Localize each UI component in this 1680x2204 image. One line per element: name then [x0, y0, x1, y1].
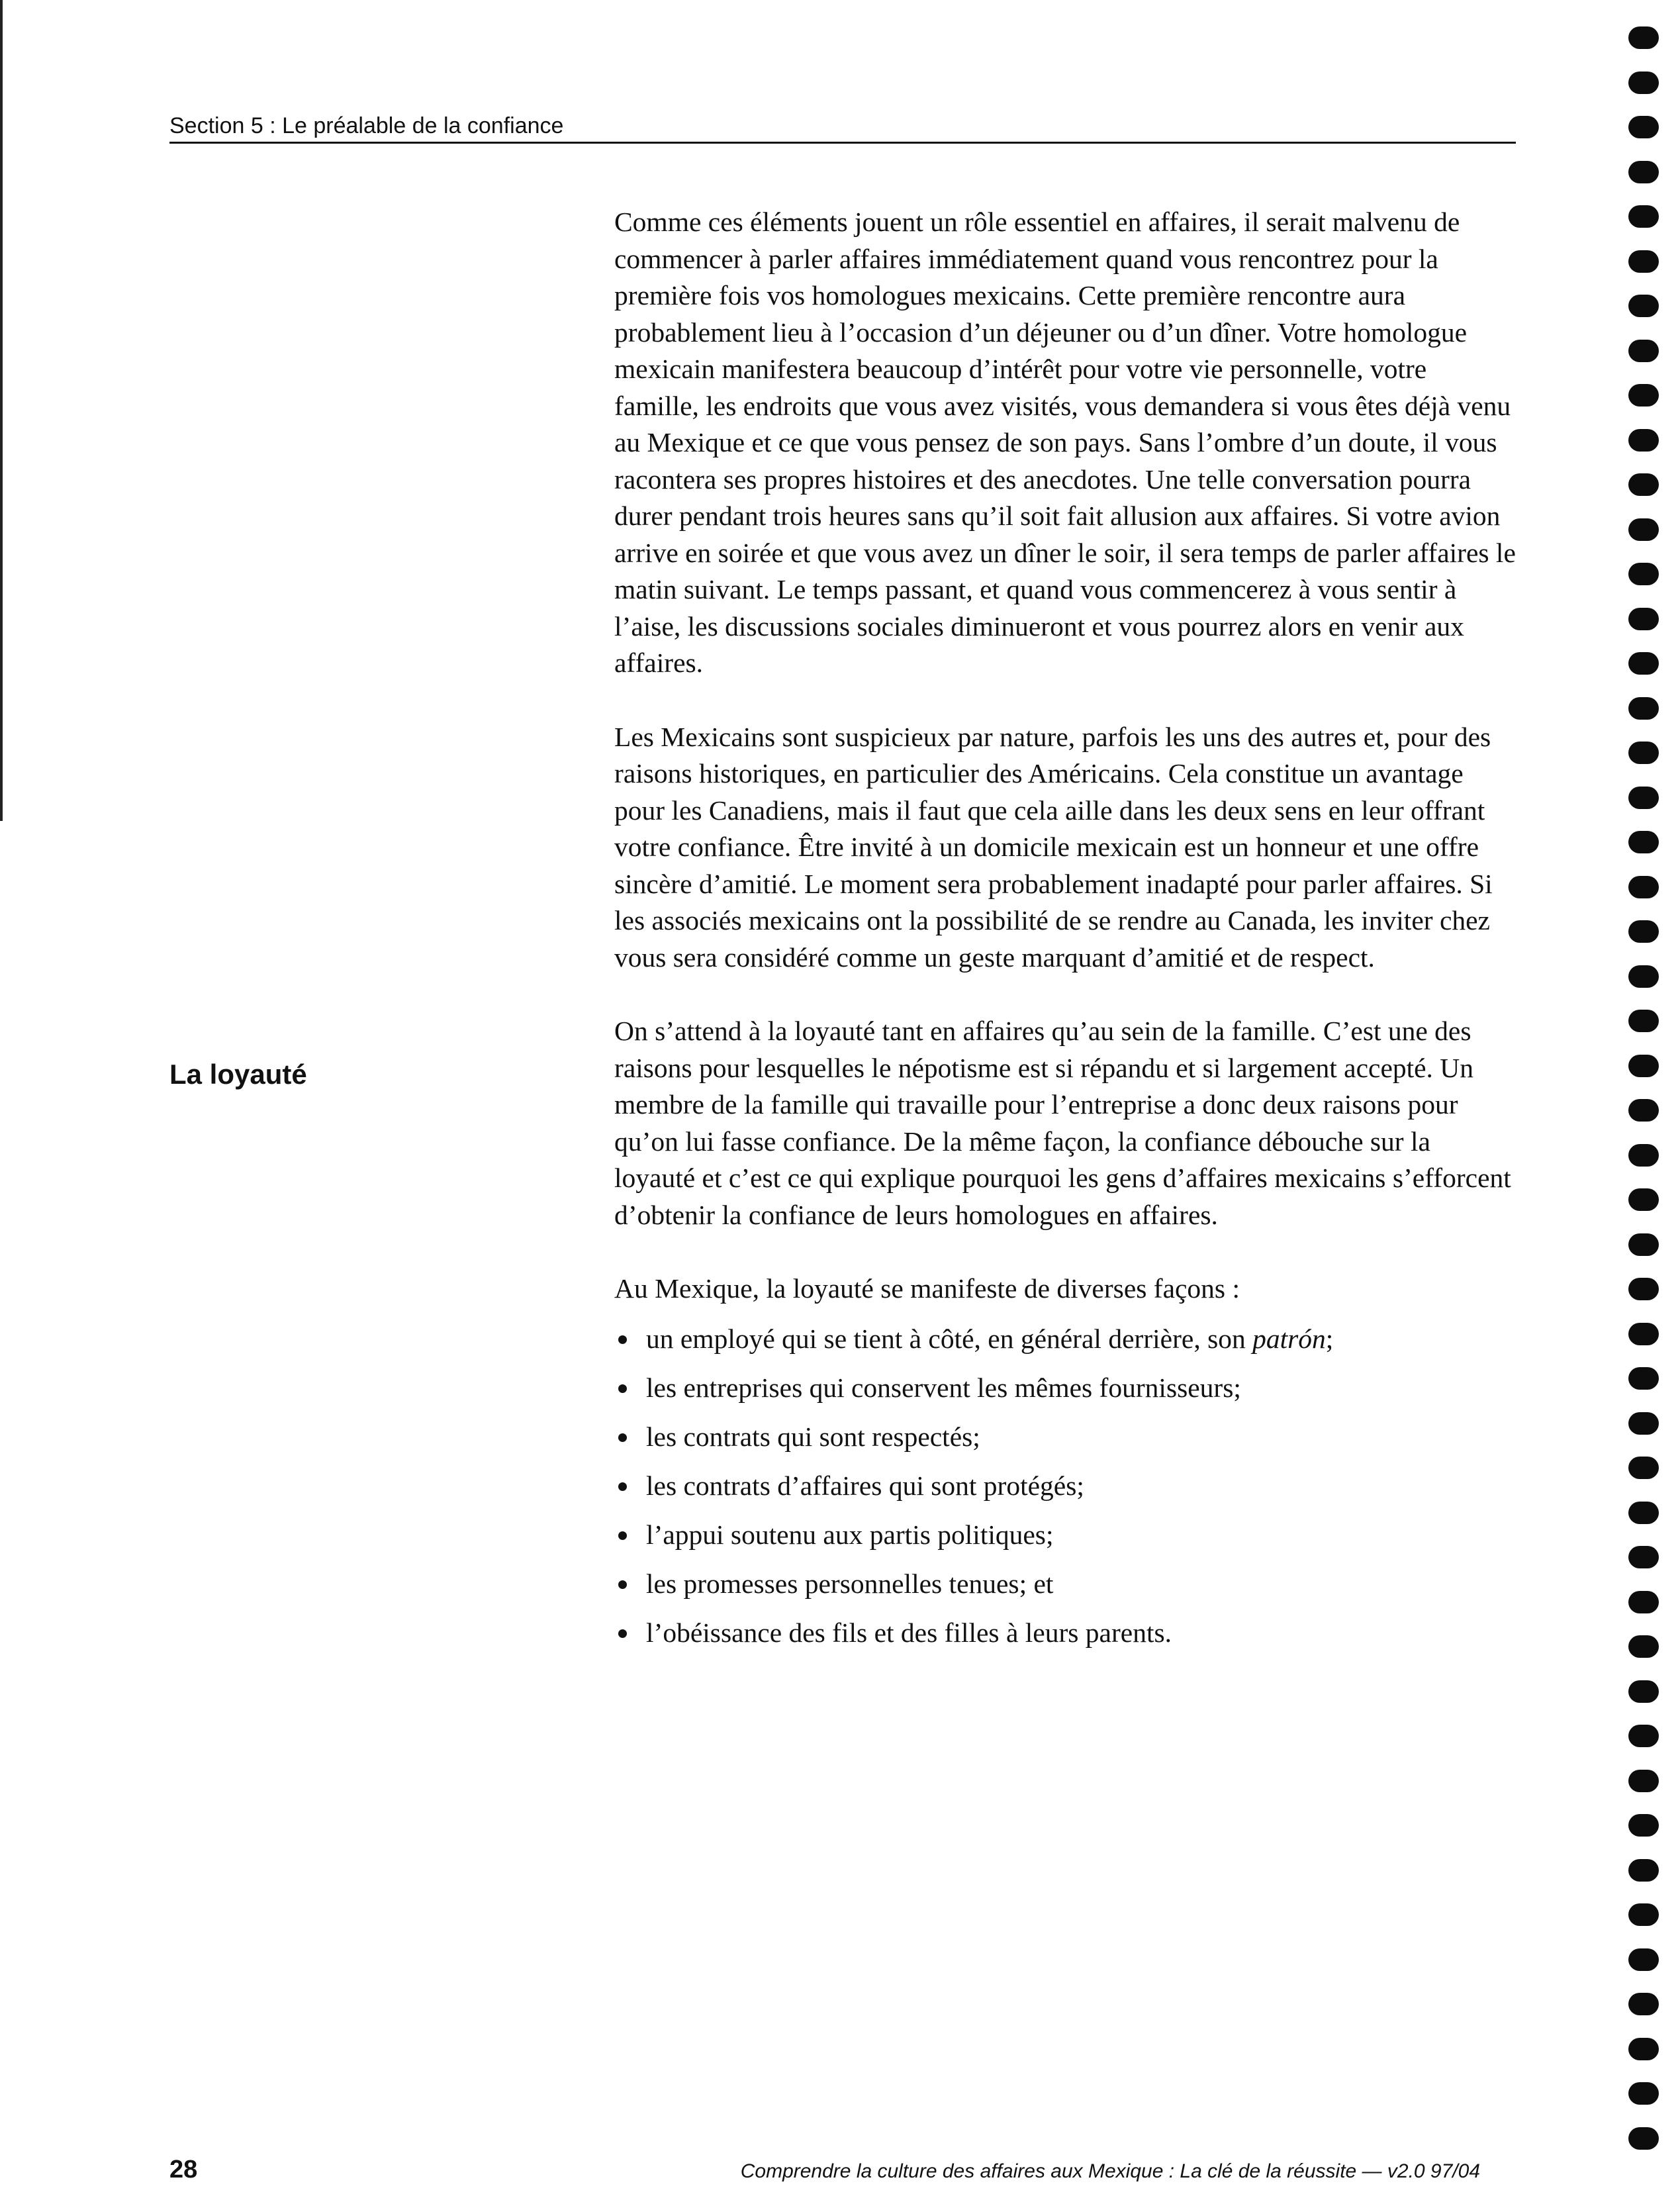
binding-hole-icon: [1628, 787, 1659, 809]
binding-hole-icon: [1628, 1412, 1659, 1435]
list-item: [614, 1517, 1516, 1554]
binding-hole-icon: [1628, 161, 1659, 183]
body-text: [614, 204, 1516, 1664]
binding-hole-icon: [1628, 920, 1659, 943]
bullet-icon: [618, 1531, 627, 1540]
list-item: [614, 1370, 1516, 1407]
binding-hole-icon: [1628, 1814, 1659, 1837]
binding-hole-icon: [1628, 608, 1659, 630]
binding-hole-icon: [1628, 2082, 1659, 2105]
list-item: [614, 1419, 1516, 1456]
list-item-text: les contrats d’affaires qui sont protégés;: [646, 1470, 1084, 1501]
bullet-icon: [618, 1629, 627, 1638]
list-item: [614, 1615, 1516, 1652]
binding-hole-icon: [1628, 295, 1659, 317]
list-item-italic: patrón: [1252, 1323, 1326, 1354]
binding-hole-icon: [1628, 2127, 1659, 2150]
side-heading-loyalty: La loyauté: [169, 1059, 307, 1090]
list-item-text: l’appui soutenu aux partis politiques;: [646, 1519, 1054, 1550]
binding-hole-icon: [1628, 1770, 1659, 1792]
binding-hole-icon: [1628, 1457, 1659, 1479]
bullet-icon: [618, 1384, 627, 1393]
binding-hole-icon: [1628, 1725, 1659, 1747]
binding-hole-icon: [1628, 1278, 1659, 1300]
binding-hole-icon: [1628, 1367, 1659, 1390]
binding-hole-icon: [1628, 1144, 1659, 1167]
binding-hole-icon: [1628, 72, 1659, 94]
bullet-icon: [618, 1580, 627, 1589]
paragraph: On s’attend à la loyauté tant en affaires qu’au sein de la famille. C’est une des raisons pour lesquelles le népotisme est si répandu et si largement accepté. Un membre de la famille qui travaille pour l’entreprise a donc deux raisons pour qu’on lui fasse confiance. De la même façon, la confiance débouche sur la loyauté et c’est ce qui explique pourquoi les gens d’affaires mexicains s’efforcent d’obtenir la confiance de leurs homologues en affaires.: [614, 1016, 1511, 1230]
binding-hole-icon: [1628, 2038, 1659, 2060]
binding-hole-icon: [1628, 26, 1659, 49]
binding-hole-icon: [1628, 1323, 1659, 1345]
bullet-icon: [618, 1335, 627, 1344]
page-number: 28: [169, 2156, 198, 2183]
binding-hole-icon: [1628, 652, 1659, 675]
binding-hole-icon: [1628, 518, 1659, 541]
binding-hole-icon: [1628, 1859, 1659, 1882]
binding-hole-icon: [1628, 1188, 1659, 1211]
list-item-text: un employé qui se tient à côté, en général derrière, son: [646, 1323, 1253, 1354]
binding-hole-icon: [1628, 1233, 1659, 1256]
binding-hole-icon: [1628, 1055, 1659, 1077]
binding-hole-icon: [1628, 1502, 1659, 1524]
list-item-text: les entreprises qui conservent les mêmes fournisseurs;: [646, 1372, 1241, 1403]
binding-hole-icon: [1628, 697, 1659, 720]
binding-hole-icon: [1628, 831, 1659, 853]
binding-hole-icon: [1628, 1635, 1659, 1658]
paragraph: Les Mexicains sont suspicieux par nature, parfois les uns des autres et, pour des raisons historiques, en particulier des Américains. Cela constitue un avantage pour les Canadiens, mais il faut que cela aille dans les deux sens en leur offrant votre confiance. Être invité à un domicile mexicain est un honneur et une offre sincère d’amitié. Le moment sera probablement inadapté pour parler affaires. Si les associés mexicains ont la possibilité de se rendre au Canada, les inviter chez vous sera considéré comme un geste marquant d’amitié et de respect.: [614, 721, 1493, 973]
list-intro: Au Mexique, la loyauté se manifeste de diverses façons :: [614, 1273, 1240, 1304]
list-item: [614, 1321, 1516, 1358]
list-item-suffix: ;: [1325, 1323, 1334, 1354]
binding-hole-icon: [1628, 1010, 1659, 1032]
binding-hole-icon: [1628, 429, 1659, 452]
binding-hole-icon: [1628, 116, 1659, 138]
binding-hole-icon: [1628, 205, 1659, 228]
list-item: [614, 1468, 1516, 1505]
list-item-text: les contrats qui sont respectés;: [646, 1421, 980, 1452]
paragraph: Comme ces éléments jouent un rôle essentiel en affaires, il serait malvenu de commencer à parler affaires immédiatement quand vous rencontrez pour la première fois vos homologues mexicains. Cette première rencontre aura probablement lieu à l’occasion d’un déjeuner ou d’un dîner. Votre homologue mexicain manifestera beaucoup d’intérêt pour votre vie personnelle, votre famille, les endroits que vous avez visités, vous demandera si vous êtes déjà venu au Mexique et ce que vous pensez de son pays. Sans l’ombre d’un doute, il vous racontera ses propres histoires et des anecdotes. Une telle conversation pourra durer pendant trois heures sans qu’il soit fait allusion aux affaires. Si votre avion arrive en soirée et que vous avez un dîner le soir, il sera temps de parler affaires le matin suivant. Le temps passant, et quand vous commencerez à vous sentir à l’aise, les discussions sociales diminueront et vous pourrez alors en venir aux affaires.: [614, 207, 1516, 678]
binding-hole-icon: [1628, 250, 1659, 273]
binding-hole-icon: [1628, 1680, 1659, 1703]
publication-title: Comprendre la culture des affaires aux Mexique : La clé de la réussite — v2.0 97/04: [740, 2160, 1480, 2182]
section-title: Section 5 : Le préalable de la confiance: [169, 113, 564, 138]
binding-hole-icon: [1628, 876, 1659, 898]
bullet-list: [614, 1321, 1516, 1652]
binding-hole-icon: [1628, 384, 1659, 407]
binding-hole-icon: [1628, 965, 1659, 988]
binding-hole-icon: [1628, 563, 1659, 585]
binding-hole-icon: [1628, 1546, 1659, 1568]
binding-hole-icon: [1628, 1591, 1659, 1613]
bullet-icon: [618, 1482, 627, 1491]
bullet-icon: [618, 1433, 627, 1442]
list-item-text: les promesses personnelles tenues; et: [646, 1568, 1054, 1599]
binding-hole-icon: [1628, 1948, 1659, 1971]
binding-hole-icon: [1628, 340, 1659, 362]
binding-hole-icon: [1628, 473, 1659, 496]
binding-hole-icon: [1628, 1099, 1659, 1122]
binding-hole-icon: [1628, 742, 1659, 764]
page-edge-line: [0, 0, 3, 821]
page-header: [169, 113, 1516, 144]
list-item: [614, 1566, 1516, 1603]
binding-hole-icon: [1628, 1993, 1659, 2015]
spiral-binding: [1628, 26, 1659, 2185]
binding-hole-icon: [1628, 1903, 1659, 1926]
list-item-text: l’obéissance des fils et des filles à leurs parents.: [646, 1617, 1172, 1648]
